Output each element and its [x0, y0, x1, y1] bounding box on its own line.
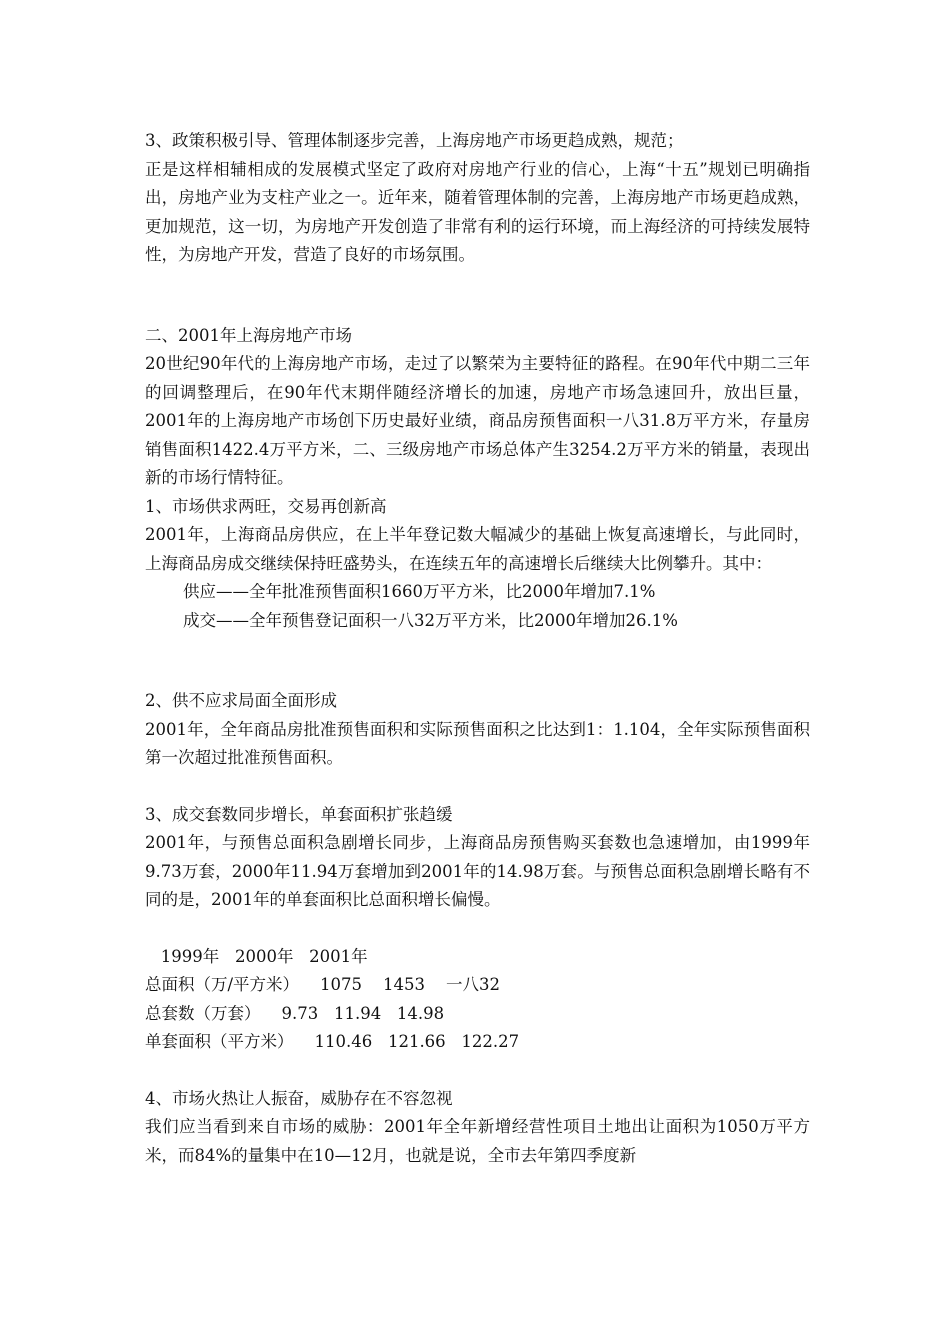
paragraph: 2001年，上海商品房供应，在上半年登记数大幅减少的基础上恢复高速增长，与此同时，上海商品房成交继续保持旺盛势头，在连续五年的高速增长后继续大比例攀升。其中： — [145, 525, 810, 573]
paragraph: 我们应当看到来自市场的威胁：2001年全年新增经营性项目土地出让面积为1050万平方米，而84%的量集中在10—12月，也就是说，全市去年第四季度新 — [145, 1117, 810, 1165]
spacer — [145, 635, 810, 687]
subsection-heading: 4、市场火热让人振奋，威胁存在不容忽视 — [145, 1088, 453, 1108]
spacer — [145, 270, 810, 322]
spacer — [145, 915, 810, 943]
paragraph: 2001年，与预售总面积急剧增长同步，上海商品房预售购买套数也急速增加，由1999年9.73万套，2000年11.94万套增加到2001年的14.98万套。与预售总面积急剧增长略有不同的是，2001年的单套面积比总面积增长偏慢。 — [145, 833, 810, 909]
table-row: 总面积（万/平方米） 1075 1453 一八32 — [145, 975, 500, 994]
paragraph: 正是这样相辅相成的发展模式坚定了政府对房地产行业的信心，上海“十五”规划已明确指出，房地产业为支柱产业之一。近年来，随着管理体制的完善，上海房地产市场更趋成熟，更加规范，这一切，为房地产开发创造了非常有利的运行环境，而上海经济的可持续发展特性，为房地产开发，营造了良好的市场氛围。 — [145, 159, 810, 264]
paragraph: 20世纪90年代的上海房地产市场，走过了以繁荣为主要特征的路程。在90年代中期二三年的回调整理后，在90年代末期伴随经济增长的加速，房地产市场急速回升，放出巨量，2001年的上海房地产市场创下历史最好业绩，商品房预售面积一八31.8万平方米，存量房销售面积1422.4万平方米，二、三级房地产市场总体产生3254.2万平方米的销量，表现出新的市场行情特征。 — [145, 354, 810, 487]
spacer — [145, 1057, 810, 1085]
spacer — [145, 773, 810, 801]
paragraph: 2001年，全年商品房批准预售面积和实际预售面积之比达到1：1.104，全年实际预售面积第一次超过批准预售面积。 — [145, 719, 810, 767]
subsection-heading: 1、市场供求两旺，交易再创新高 — [145, 496, 387, 516]
deal-line: 成交——全年预售登记面积一八32万平方米，比2000年增加26.1% — [183, 610, 678, 630]
section-heading: 3、政策积极引导、管理体制逐步完善，上海房地产市场更趋成熟，规范； — [145, 131, 684, 150]
supply-line: 供应——全年批准预售面积1660万平方米，比2000年增加7.1% — [183, 582, 656, 601]
table-row: 总套数（万套） 9.73 11.94 14.98 — [145, 1003, 445, 1023]
subsection-heading: 3、成交套数同步增长，单套面积扩张趋缓 — [145, 804, 453, 824]
table-row: 单套面积（平方米） 110.46 121.66 122.27 — [145, 1032, 520, 1051]
document-page — [145, 127, 810, 1170]
subsection-heading: 2、供不应求局面全面形成 — [145, 691, 337, 710]
table-header: 1999年 2000年 2001年 — [145, 946, 368, 966]
section-heading: 二、2001年上海房地产市场 — [145, 325, 352, 345]
